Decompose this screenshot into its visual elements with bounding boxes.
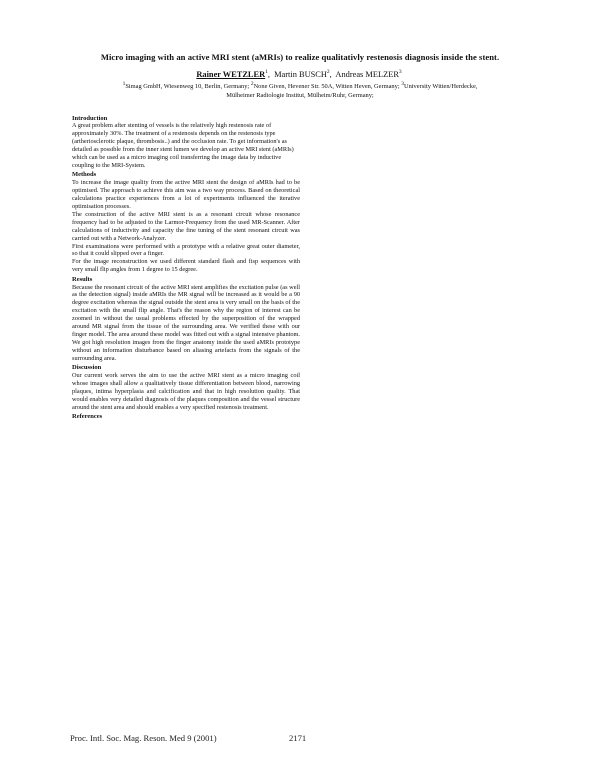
section-heading: Introduction	[72, 114, 108, 122]
author-name: Andreas MELZER	[335, 70, 399, 79]
affiliation-text: Simag GmbH, Wiesenweg 10, Berlin, Germany;	[125, 83, 251, 90]
author-name: Martin BUSCH	[274, 70, 327, 79]
paper-title: Micro imaging with an active MRI stent (aMRIs) to realize qualitativly restenosis diagnosis inside the stent.	[100, 52, 500, 62]
affiliation-line-1	[70, 82, 530, 91]
paragraph: A great problem after stenting of vessels is the relatively high restenosis rate of approximately 30%. The treatment of a restenosis depends on the restenosis type (artheriosclerotic plaque, thrombosis..) and the occlusion rate. To get information's as detailed as possible from the inner stent lumen we develop an active MRI stent (aMRIs) which can be used as a micro imaging coil transferring the image data by inductive coupling to the MRI-System.	[72, 122, 294, 169]
author-separator: ,	[329, 70, 332, 79]
page-footer	[70, 733, 530, 743]
section-heading: Results	[72, 275, 93, 283]
section-methods	[72, 171, 300, 274]
author	[335, 70, 403, 79]
affiliation-mark: 1	[122, 80, 126, 87]
affiliation-mark: 3	[401, 80, 404, 87]
affiliations	[70, 82, 530, 100]
author-list	[40, 70, 560, 79]
author	[196, 70, 272, 79]
affiliation-text: University Witten/Herdecke,	[403, 83, 478, 90]
paragraph: For the image reconstruction we used different standard flash and fisp sequences with very small flip angles from 1 degree to 15 degree.	[72, 258, 300, 274]
author-affiliation-mark: 3	[398, 69, 402, 76]
section-heading: References	[72, 413, 103, 421]
section-references	[72, 413, 300, 421]
section-heading: Discussion	[72, 364, 102, 372]
footer-citation: Proc. Intl. Soc. Mag. Reson. Med 9 (2001)	[70, 733, 217, 743]
body-column	[72, 113, 300, 421]
paragraph: Our current work serves the aim to use the active MRI stent as a micro imaging coil whose images shall allow a qualitatively tissue differentiation between blood, narrowing plaques, intima hyperplasia and calcification and that in high resolution quality. That would enables very detailed diagnosis of the plaques composition and the vessel structure around the stent area and should enables a very specified restenosis treatment.	[72, 372, 300, 411]
section-heading: Methods	[72, 171, 97, 179]
author-affiliation-mark: 1	[265, 69, 268, 76]
section-introduction	[72, 115, 300, 170]
paragraph: First examinations were performed with a prototype with a relative great outer diameter, so that it could slipped over a finger.	[72, 242, 300, 258]
author-separator: ,	[267, 70, 270, 79]
affiliation-text: None Given, Hevener Str. 50A, Witten Heven, Germany;	[253, 83, 402, 90]
section-discussion	[72, 364, 300, 411]
page-number: 2171	[289, 733, 307, 743]
affiliation-mark: 2	[250, 80, 254, 87]
paragraph: To increase the image quality from the active MRI stent the design of aMRIs had to be optimised. The approach to achieve this aim was a two way process. Based on theoretical calculations practice experiences from a lot of experiments influenced the iterative optimisation processes.	[72, 179, 300, 210]
author-affiliation-mark: 2	[326, 69, 330, 76]
paragraph: The construction of the active MRI stent is as a resonant circuit whose resonance frequency had to be adjusted to the Larmor-Frequency from the used MR-Scanner. After calculations of inductivity and capacity the fine tuning of the stent resonant circuit was carried out with a Network-Analyzer.	[72, 210, 300, 242]
author	[274, 70, 334, 79]
section-results	[72, 276, 300, 363]
affiliation-line-2: Mülheimer Radiologie Institut, Mülheim/Ruhr, Germany;	[226, 92, 374, 99]
paragraph: Because the resonant circuit of the active MRI stent amplifies the excitation pulse (as well as the detection signal) inside aMRIs the MR signal will be increased as it would be a 90 degree excitation whereas the signal outside the stent area is very small on the basis of the excitation with the small flip angle. That's the reason why the region of interest can be zoomed in without the usual problems effected by the superposition of the wrapped around MR signal from the tissue of the surrounding area. We verified these with our finger model. The area around these model was fitted out with a signal intensive phantom. We got high resolution images from the finger anatomy inside the used aMRIs prototype without an information disturbance based on aliasing artefacts from the signals of the surrounding area.	[72, 283, 300, 362]
presenting-author-name: Rainer WETZLER	[196, 70, 266, 79]
